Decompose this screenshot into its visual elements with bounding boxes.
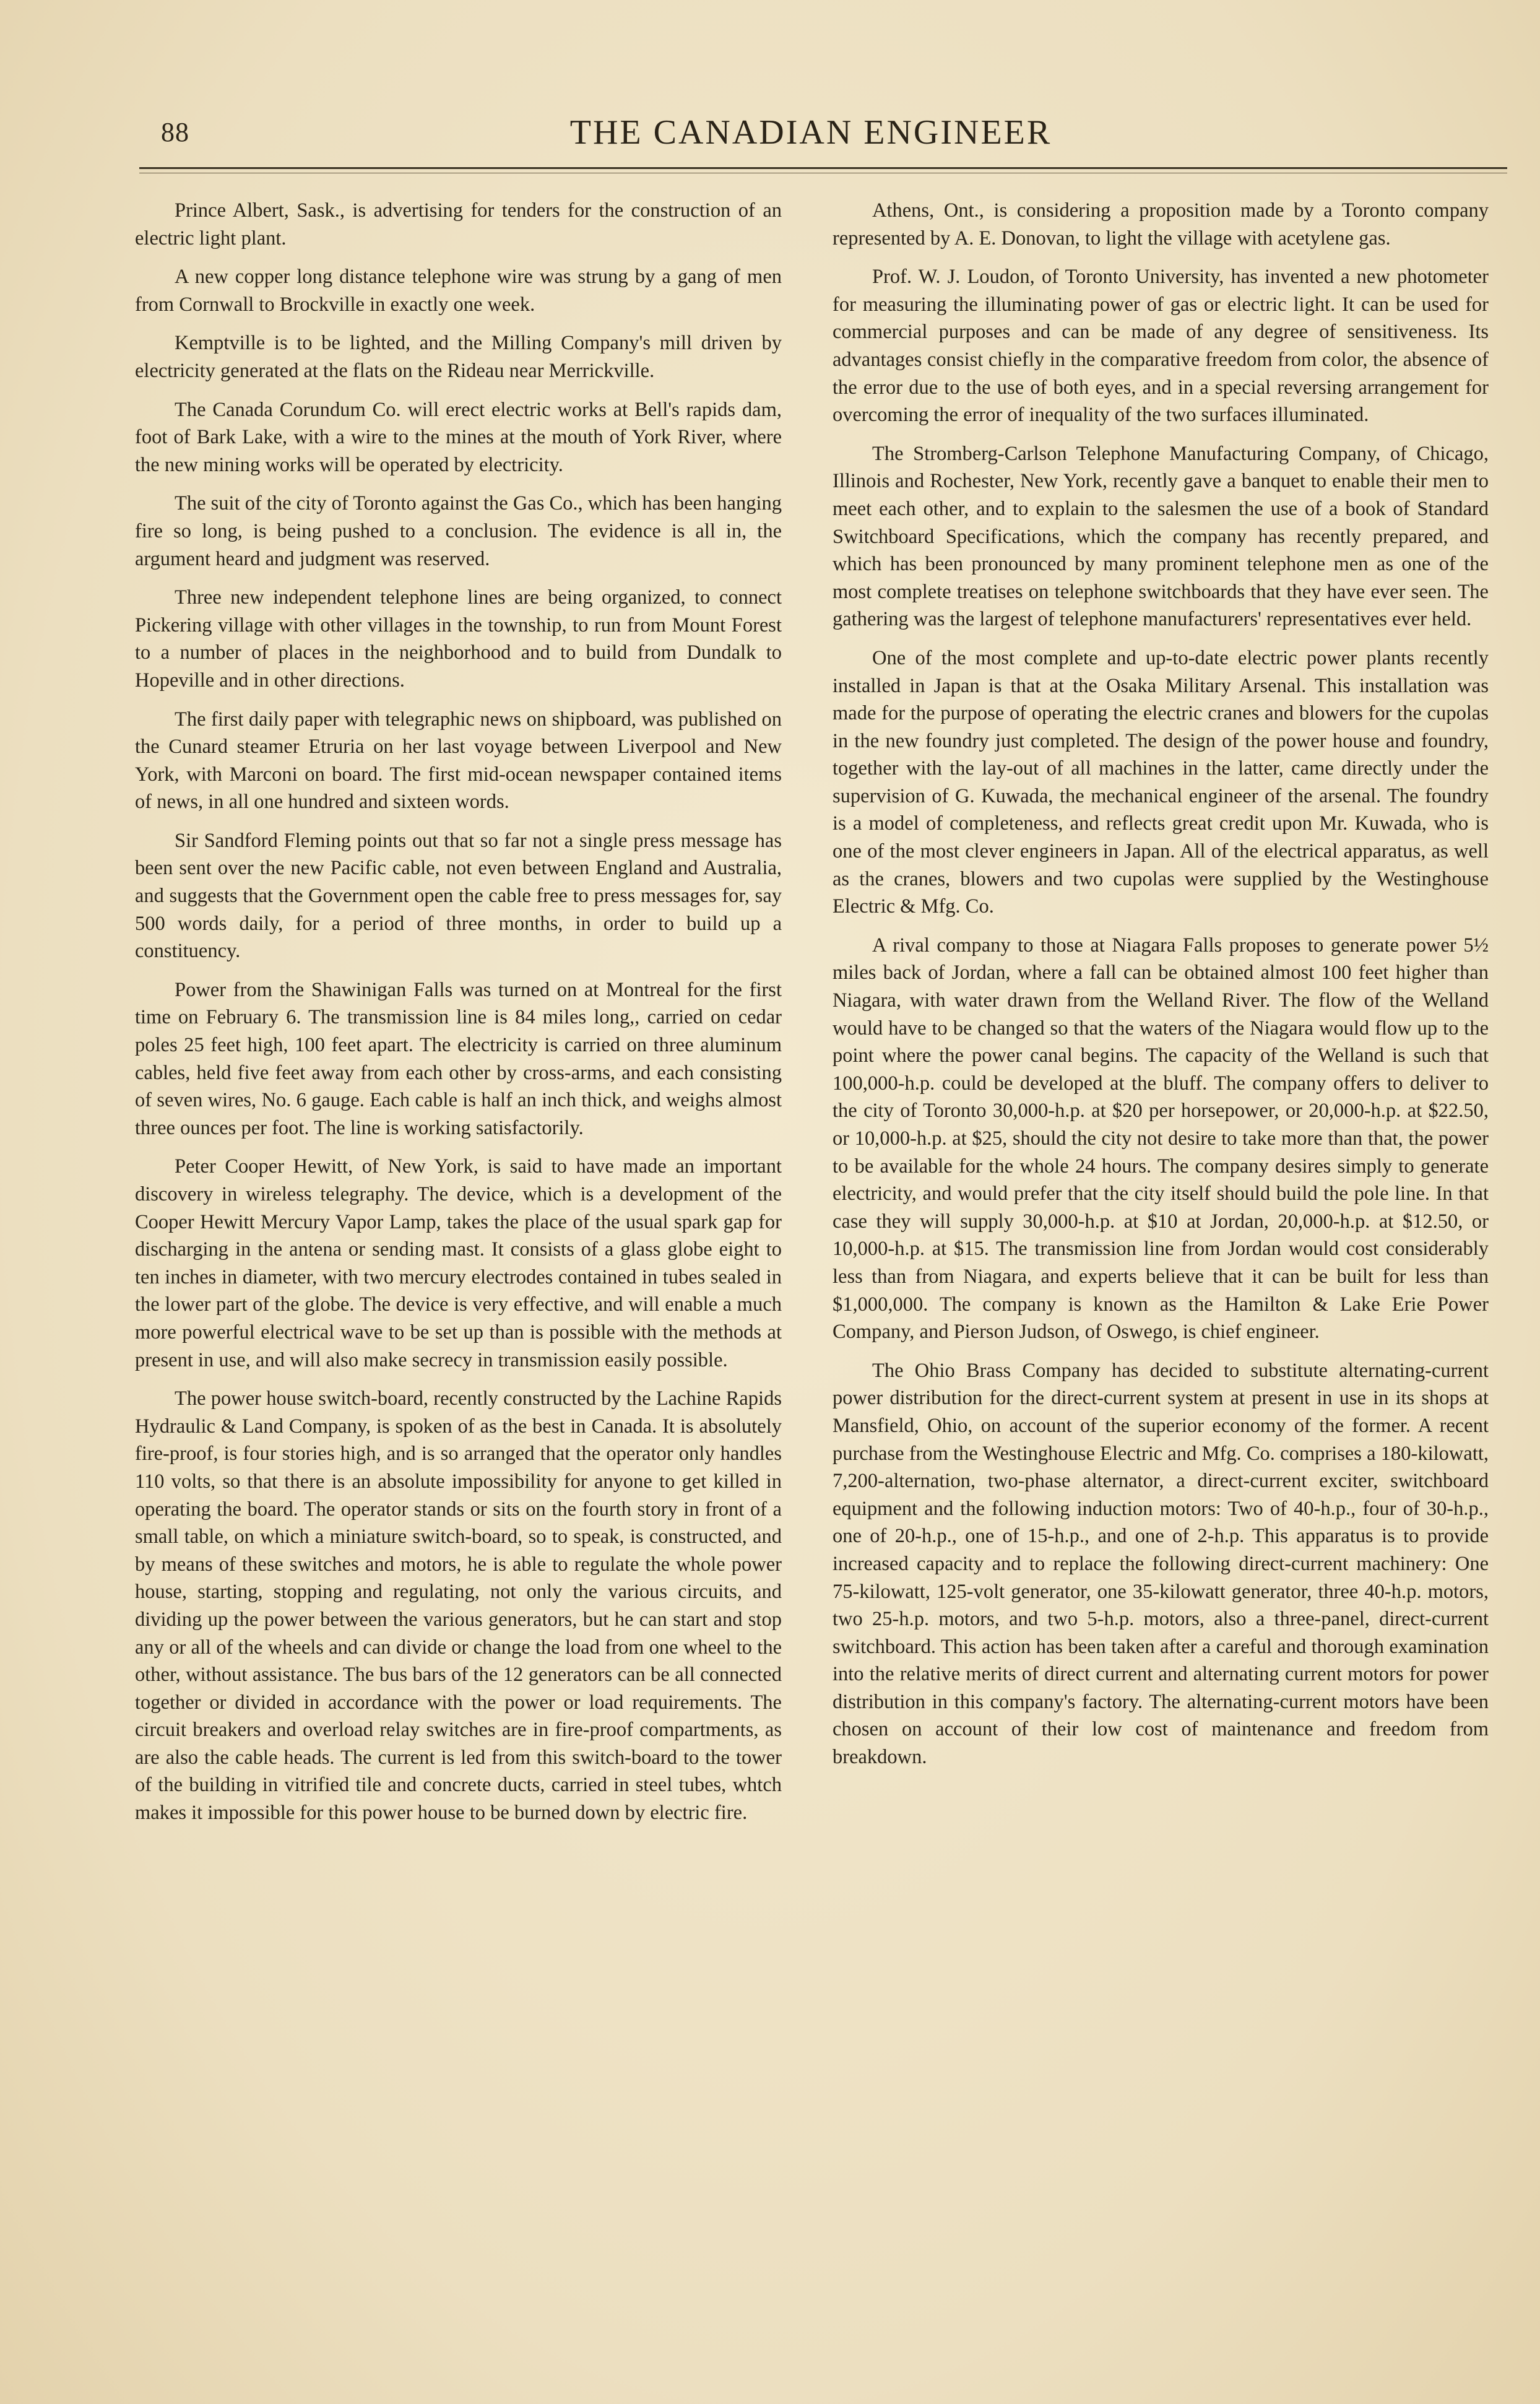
article-paragraph: One of the most complete and up-to-date electric power plants recently installed in Japan is that at the Osaka Military Arsenal. This installation was made for the purpose of operating the electric cranes and blowers for the cupolas in the new foundry just completed. The design of the power house and foundry, together with the lay-out of all machines in the latter, came directly under the supervision of G. Kuwada, the mechanical engineer of the arsenal. The foundry is a model of completeness, and reflects great credit upon Mr. Kuwada, who is one of the most clever engineers in Japan. All of the electrical apparatus, as well as the cranes, blowers and two cupolas were supplied by the Westinghouse Electric & Mfg. Co.	[833, 646, 1489, 918]
right-column	[833, 197, 1489, 1782]
article-paragraph: Kemptville is to be lighted, and the Milling Company's mill driven by electricity generated at the flats on the Rideau near Merrickville.	[135, 332, 782, 382]
article-paragraph: The Ohio Brass Company has decided to substitute alternating-current power distribution for the direct-current system at present in use in its shops at Mansfield, Ohio, on account of the superior economy of the former. A recent purchase from the Westinghouse Electric and Mfg. Co. comprises a 180-kilowatt, 7,200-alternation, two-phase alternator, a direct-current exciter, switchboard equipment and the following induction motors: Two of 40-h.p., four of 30-h.p., one of 20-h.p., one of 15-h.p., and one of 2-h.p. This apparatus is to provide increased capacity and to replace the following direct-current machinery: One 75-kilowatt, 125-volt generator, one 35-kilowatt generator, three 40-h.p. motors, two 25-h.p. motors, and two 5-h.p. motors, also a three-panel, direct-current switchboard. This action has been taken after a careful and thorough examination into the relative merits of direct current and alternating current motors for power distribution in this company's factory. The alternating-current motors have been chosen on account of their low cost of maintenance and freedom from breakdown.	[833, 1359, 1489, 1769]
article-paragraph: The Stromberg-Carlson Telephone Manufacturing Company, of Chicago, Illinois and Rochester, New York, recently gave a banquet to enable their men to meet each other, and to explain to the salesmen the use of a book of Standard Switchboard Specifications, which the company has recently prepared, and which has been pronounced by many prominent telephone men as one of the most complete treatises on telephone switchboards that they have ever seen. The gathering was the largest of telephone manufacturers' representatives ever held.	[833, 442, 1489, 631]
article-paragraph: A new copper long distance telephone wire was strung by a gang of men from Cornwall to Brockville in exactly one week.	[135, 266, 782, 316]
article-paragraph: Power from the Shawinigan Falls was turned on at Montreal for the first time on February 6. The transmission line is 84 miles long,, carried on cedar poles 25 feet high, 100 feet apart. The electricity is carried on three aluminum cables, held five feet away from each other by cross-arms, and each consisting of seven wires, No. 6 gauge. Each cable is half an inch thick, and weighs almost three ounces per foot. The line is working satisfactorily.	[135, 978, 782, 1139]
article-paragraph: Prince Albert, Sask., is advertising for tenders for the construction of an electric light plant.	[135, 199, 782, 250]
article-paragraph: Prof. W. J. Loudon, of Toronto University, has invented a new photometer for measuring the illuminating power of gas or electric light. It can be used for commercial purposes and can be made of any degree of sensitiveness. Its advantages consist chiefly in the comparative freedom from color, the absence of the error due to the use of both eyes, and in a special reversing arrangement for overcoming the error of inequality of the two surfaces illuminated.	[833, 266, 1489, 427]
header-rule	[139, 167, 1507, 169]
left-column	[135, 197, 782, 1838]
article-paragraph: The power house switch-board, recently constructed by the Lachine Rapids Hydraulic & Land Company, is spoken of as the best in Canada. It is absolutely fire-proof, is four stories high, and is so arranged that the operator only handles 110 volts, so that there is an absolute impossibility for anyone to get killed in operating the board. The operator stands or sits on the fourth story in front of a small table, on which a miniature switch-board, so to speak, is constructed, and by means of these switches and motors, he is able to regulate the whole power house, starting, stopping and regulating, not only the various circuits, and dividing up the power between the various generators, but he can start and stop any or all of the wheels and can divide or change the load from one wheel to the other, without assistance. The bus bars of the 12 generators can be all connected together or divided in accordance with the power or load requirements. The circuit breakers and overload relay switches are in fire-proof compartments, as are also the cable heads. The current is led from this switch-board to the tower of the building in vitrified tile and concrete ducts, carried in steel tubes, whtch makes it impossible for this power house to be burned down by electric fire.	[135, 1387, 782, 1825]
article-paragraph: Peter Cooper Hewitt, of New York, is said to have made an important discovery in wireless telegraphy. The device, which is a development of the Cooper Hewitt Mercury Vapor Lamp, takes the place of the usual spark gap for discharging in the antena or sending mast. It consists of a glass globe eight to ten inches in diameter, with two mercury electrodes contained in tubes sealed in the lower part of the globe. The device is very effective, and will enable a much more powerful electrical wave to be set up than is possible with the methods at present in use, and will also make secrecy in transmission easily possible.	[135, 1155, 782, 1371]
article-paragraph: The suit of the city of Toronto against the Gas Co., which has been hanging fire so long, is being pushed to a conclusion. The evidence is all in, the argument heard and judgment was reserved.	[135, 492, 782, 570]
article-paragraph: Athens, Ont., is considering a proposition made by a Toronto company represented by A. E. Donovan, to light the village with acetylene gas.	[833, 199, 1489, 250]
article-paragraph: A rival company to those at Niagara Falls proposes to generate power 5½ miles back of Jordan, where a fall can be obtained almost 100 feet higher than Niagara, with water drawn from the Welland River. The flow of the Welland would have to be changed so that the waters of the Niagara would flow up to the point where the power canal begins. The capacity of the Welland is such that 100,000-h.p. could be developed at the bluff. The company offers to deliver to the city of Toronto 30,000-h.p. at $20 per horsepower, or 20,000-h.p. at $22.50, or 10,000-h.p. at $25, should the city not desire to take more than that, the power to be available for the whole 24 hours. The company desires simply to generate electricity, and would prefer that the city itself should build the pole line. In that case they will supply 30,000-h.p. at $10 at Jordan, 20,000-h.p. at $12.50, or 10,000-h.p. at $15. The transmission line from Jordan would cost considerably less than from Niagara, and experts believe that it can be built for less than $1,000,000. The company is known as the Hamilton & Lake Erie Power Company, and Pierson Judson, of Oswego, is chief engineer.	[833, 934, 1489, 1343]
page-number: 88	[161, 117, 189, 147]
article-paragraph: Three new independent telephone lines are being organized, to connect Pickering village with other villages in the township, to run from Mount Forest to a number of places in the neighborhood and to build from Dundalk to Hopeville and in other directions.	[135, 586, 782, 692]
article-paragraph: Sir Sandford Fleming points out that so far not a single press message has been sent over the new Pacific cable, not even between England and Australia, and suggests that the Government open the cable free to press messages for, say 500 words daily, for a period of three months, in order to build up a constituency.	[135, 829, 782, 963]
article-paragraph: The first daily paper with telegraphic news on shipboard, was published on the Cunard steamer Etruria on her last voyage between Liverpool and New York, with Marconi on board. The first mid-ocean newspaper contained items of news, in all one hundred and sixteen words.	[135, 708, 782, 814]
article-paragraph: The Canada Corundum Co. will erect electric works at Bell's rapids dam, foot of Bark Lake, with a wire to the mines at the mouth of York River, where the new mining works will be operated by electricity.	[135, 398, 782, 476]
page-header	[124, 113, 1498, 162]
journal-title: THE CANADIAN ENGINEER	[569, 113, 1052, 152]
